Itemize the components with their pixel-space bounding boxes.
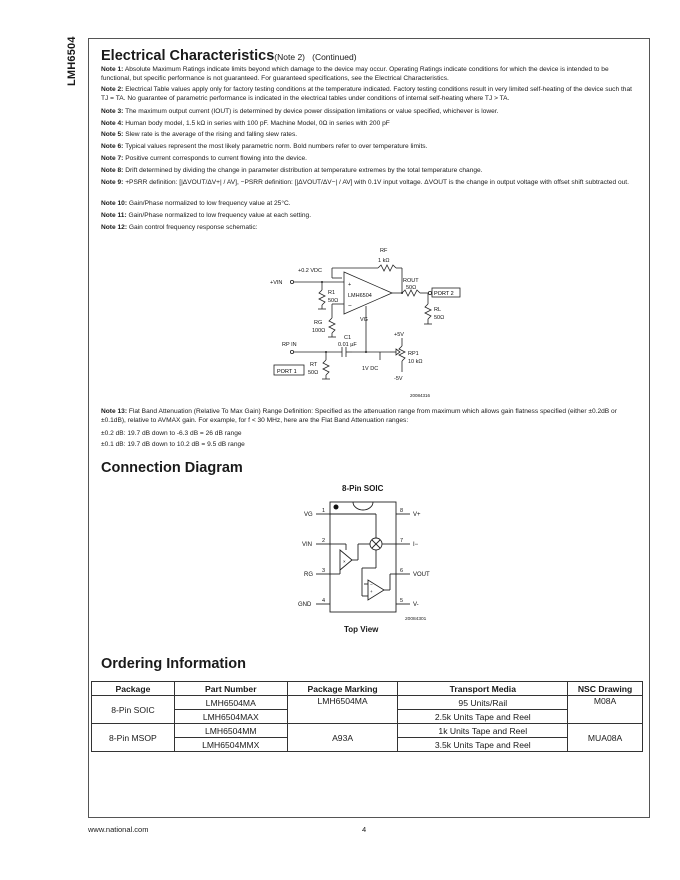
rout-label: ROUT xyxy=(403,278,419,284)
m5v-label: -5V xyxy=(394,376,403,382)
table-row xyxy=(92,724,643,738)
note-3: Note 3: The maximum output current (IOUT) is determined by device power dissipation limitations or value specified, whichever is lower. xyxy=(101,108,499,115)
cell-part: LMH6504MMX xyxy=(174,738,287,752)
vg-label: VG xyxy=(360,317,368,323)
rp1-label: RP1 xyxy=(408,351,419,357)
note-2: Note 2: Electrical Table values apply only for factory testing conditions at the temperature indicated. Factory testing conditions result in very limited self-heating of the device such that TJ = TA. No guarantee of parametric performance is indicated in the electrical tables under conditions of internal self-heating where TJ > TA. xyxy=(101,86,632,102)
pin-num-5: 5 xyxy=(400,598,404,604)
cell-package: 8-Pin MSOP xyxy=(92,724,175,752)
vdc-label: +0.2 VDC xyxy=(298,268,322,274)
svg-text:−: − xyxy=(370,582,373,587)
rf-value: 1 kΩ xyxy=(378,258,390,264)
rg-label: RG xyxy=(314,320,323,326)
port2-label: PORT 2 xyxy=(434,291,454,297)
note-9: Note 9: +PSRR definition: [|ΔVOUT/ΔV+| / AV], −PSRR definition: [|ΔVOUT/ΔV−| / AV] with 0.1V input voltage. ΔVOUT is the change in output voltage with offset shift subtracted out. xyxy=(101,179,629,186)
vin-label: +VIN xyxy=(270,280,283,286)
pin-num-3: 3 xyxy=(322,568,326,574)
header-package-marking: Package Marking xyxy=(287,682,398,696)
pin-name-vplus: V+ xyxy=(413,512,421,518)
cell-package: 8-Pin SOIC xyxy=(92,696,175,724)
amp-plus: + xyxy=(348,282,352,288)
rout-value: 50Ω xyxy=(406,285,417,291)
note-12: Note 12: Gain control frequency response schematic: xyxy=(101,224,258,231)
pin-name-vout: VOUT xyxy=(413,572,430,578)
side-part-label: LMH6504 xyxy=(66,36,78,86)
cell-part: LMH6504MA xyxy=(174,696,287,710)
footer-website[interactable]: www.national.com xyxy=(88,825,149,834)
header-nsc-drawing: NSC Drawing xyxy=(568,682,643,696)
note-6: Note 6: Typical values represent the most likely parametric norm. Bold numbers refer to over temperature limits. xyxy=(101,143,428,150)
note-11: Note 11: Gain/Phase normalized to low frequency value at each setting. xyxy=(101,212,312,219)
pin-num-8: 8 xyxy=(400,508,404,514)
r1-label: R1 xyxy=(328,290,336,296)
r1-value: 50Ω xyxy=(328,298,339,304)
pin-name-rg: RG xyxy=(304,572,313,578)
flat-band-line-1: ±0.2 dB: 19.7 dB down to -6.3 dB = 26 dB range xyxy=(101,430,242,437)
pin-name-iminus: I− xyxy=(413,542,419,548)
table-header-row xyxy=(92,682,643,696)
rl-value: 50Ω xyxy=(434,315,445,321)
note-1: Note 1: Absolute Maximum Ratings indicate limits beyond which damage to the device may occur. Operating Ratings indicate conditions for which the device is intended to be functional, but specific performance is not guaranteed. For guaranteed specifications, see the Electrical Characteristics. xyxy=(101,66,609,82)
pin-name-vin: VIN xyxy=(302,542,313,548)
header-transport-media: Transport Media xyxy=(398,682,568,696)
pin-num-1: 1 xyxy=(322,508,326,514)
connection-fig-id: 20084301 xyxy=(405,617,427,622)
rt-value: 50Ω xyxy=(308,370,319,376)
port1-label: PORT 1 xyxy=(277,369,297,375)
cell-part: LMH6504MAX xyxy=(174,710,287,724)
header-package: Package xyxy=(92,682,175,696)
pin-num-6: 6 xyxy=(400,568,404,574)
footer-page-number: 4 xyxy=(362,825,367,834)
cell-marking: LMH6504MA xyxy=(287,696,398,724)
flat-band-line-2: ±0.1 dB: 19.7 dB down to 10.2 dB = 9.5 dB range xyxy=(101,441,245,448)
ic-notch xyxy=(353,502,373,510)
pin-num-2: 2 xyxy=(322,538,326,544)
pin-name-vg: VG xyxy=(304,512,313,518)
c1-value: 0.01 µF xyxy=(338,342,357,348)
ordering-title: Ordering Information xyxy=(101,656,246,672)
svg-text:×: × xyxy=(343,559,346,564)
input-buffer xyxy=(340,550,352,570)
pinout-diagram xyxy=(296,496,430,626)
c1-label: C1 xyxy=(344,335,352,341)
rp-in-label: RP IN xyxy=(282,342,297,348)
schematic-fig-id: 20084316 xyxy=(410,393,431,398)
rg-value: 100Ω xyxy=(312,328,326,334)
cell-media: 2.5k Units Tape and Reel xyxy=(398,710,568,724)
cell-drawing: MUA08A xyxy=(568,724,643,752)
rl-label: RL xyxy=(434,307,442,313)
cell-part: LMH6504MM xyxy=(174,724,287,738)
note-13: Note 13: Flat Band Attenuation (Relative To Max Gain) Range Definition: Specified as the attenuation range from maximum which allows gain flatness specified (either ±0.2dB or ±0.1dB), relative to AVMAX gain. For example, for f < 30 MHz, here are the Flat Band Attenuation ranges: xyxy=(101,408,617,424)
electrical-title-text: Electrical Characteristics xyxy=(101,48,275,64)
pin-name-gnd: GND xyxy=(298,602,312,608)
amp-label: LMH6504 xyxy=(348,293,372,299)
electrical-title xyxy=(101,48,357,64)
connection-title: Connection Diagram xyxy=(101,460,243,476)
rp1-value: 10 kΩ xyxy=(408,359,423,365)
gain-control-schematic xyxy=(262,242,462,404)
package-label: 8-Pin SOIC xyxy=(342,484,384,493)
top-view-label: Top View xyxy=(344,625,379,634)
pin-num-4: 4 xyxy=(322,598,326,604)
note-4: Note 4: Human body model, 1.5 kΩ in series with 100 pF. Machine Model, 0Ω in series with 200 pF xyxy=(101,120,390,127)
note-7: Note 7: Positive current corresponds to current flowing into the device. xyxy=(101,155,307,162)
ordering-table xyxy=(91,681,643,752)
note-10: Note 10: Gain/Phase normalized to low frequency value at 25°C. xyxy=(101,200,291,207)
table-row xyxy=(92,696,643,710)
v1dc-label: 1V DC xyxy=(362,366,379,372)
electrical-continued: (Continued) xyxy=(312,52,357,62)
p5v-label: +5V xyxy=(394,332,404,338)
pin1-dot xyxy=(334,505,339,510)
amp-minus: − xyxy=(348,303,352,310)
rt-label: RT xyxy=(310,362,318,368)
cell-media: 3.5k Units Tape and Reel xyxy=(398,738,568,752)
note-8: Note 8: Drift determined by dividing the change in parameter distribution at temperature extremes by the total temperature change. xyxy=(101,167,483,174)
cell-marking: A93A xyxy=(287,724,398,752)
pin-num-7: 7 xyxy=(400,538,404,544)
cell-media: 95 Units/Rail xyxy=(398,696,568,710)
svg-text:+: + xyxy=(370,589,373,594)
electrical-note-ref: (Note 2) xyxy=(274,52,306,62)
note-5: Note 5: Slew rate is the average of the rising and falling slew rates. xyxy=(101,131,298,138)
cell-media: 1k Units Tape and Reel xyxy=(398,724,568,738)
rf-label: RF xyxy=(380,248,388,254)
pin-name-vminus: V- xyxy=(413,602,419,608)
header-part-number: Part Number xyxy=(174,682,287,696)
cell-drawing: M08A xyxy=(568,696,643,724)
